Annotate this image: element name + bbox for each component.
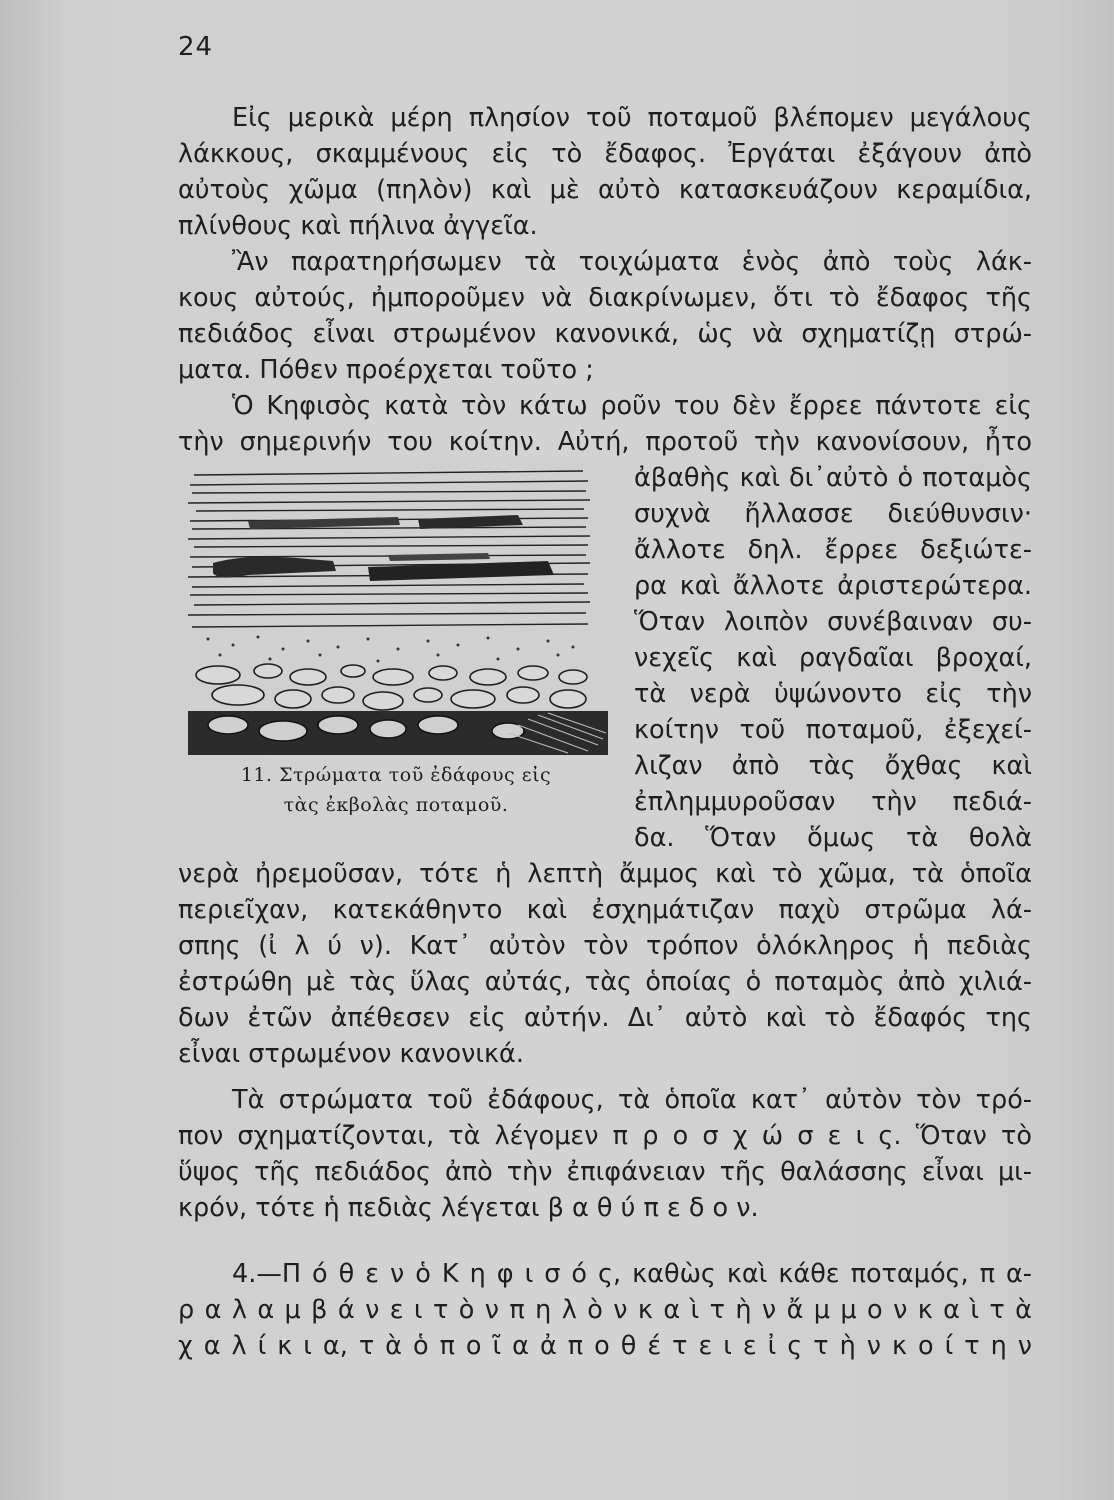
section-4-line-1: 4.—Π ό θ ε ν ὁ Κ η φ ι σ ό ς, καθὼς καὶ κάθε ποταμός, π α-	[232, 1259, 1032, 1289]
paragraph-3-rest-line-1: νερὰ ἠρεμοῦσαν, τότε ἡ λεπτὴ ἄμμος καὶ τὸ χῶμα, τὰ ὁποῖα	[178, 859, 1032, 889]
paragraph-1-line-1: Εἰς μερικὰ μέρη πλησίον τοῦ ποταμοῦ βλέπομεν μεγάλους	[232, 103, 1032, 133]
paragraph-3-side-line-4: ρα καὶ ἄλλοτε ἀριστερώτερα.	[634, 571, 1032, 601]
paragraph-3-rest-line-5: δων ἐτῶν ἀπέθεσεν εἰς αὐτήν. Δι᾿ αὐτὸ καὶ τὸ ἔδαφός της	[178, 1003, 1032, 1033]
paragraph-3-side-line-5: Ὅταν λοιπὸν συνέβαιναν συ-	[634, 607, 1032, 637]
paragraph-4-line-4: κρόν, τότε ἡ πεδιὰς λέγεται β α θ ύ π ε δ ο ν.	[178, 1193, 759, 1223]
section-4-line-3: χ α λ ί κ ι α, τ ὰ ὁ π ο ῖ α ἀ π ο θ έ τ ε ι ε ἰ ς τ ὴ ν κ ο ί τ η ν	[178, 1331, 1032, 1361]
paragraph-3-side-line-9: λιζαν ἀπὸ τὰς ὄχθας καὶ	[634, 751, 1032, 781]
figure-caption-line-1: 11. Στρώματα τοῦ ἐδάφους εἰς	[240, 764, 552, 786]
paragraph-3-line-2: τὴν σημερινήν του κοίτην. Αὐτή, προτοῦ τὴν κανονίσουν, ἦτο	[178, 427, 1032, 457]
paragraph-3-side-line-2: συχνὰ ἤλλασσε διεύθυνσιν·	[634, 499, 1032, 529]
paragraph-3-rest-line-6: εἶναι στρωμένον κανονικά.	[178, 1039, 524, 1069]
paragraph-4-line-3: ὕψος τῆς πεδιάδος ἀπὸ τὴν ἐπιφάνειαν τῆς θαλάσσης εἶναι μι-	[178, 1157, 1032, 1187]
paragraph-2-line-4: ματα. Πόθεν προέρχεται τοῦτο ;	[178, 355, 594, 385]
page-number: 24	[178, 32, 214, 62]
paragraph-3-side-line-8: κοίτην τοῦ ποταμοῦ, ἐξεχεί-	[634, 715, 1032, 745]
paragraph-4-line-1: Τὰ στρώματα τοῦ ἐδάφους, τὰ ὁποῖα κατ᾿ αὐτὸν τὸν τρό-	[232, 1085, 1032, 1115]
soil-strata-figure	[188, 463, 608, 755]
paragraph-3-side-line-3: ἄλλοτε δηλ. ἔρρεε δεξιώτε-	[634, 535, 1032, 565]
paragraph-3-side-line-7: τὰ νερὰ ὑψώνοντο εἰς τὴν	[634, 679, 1032, 709]
paragraph-3-rest-line-4: ἐστρώθη μὲ τὰς ὕλας αὐτάς, τὰς ὁποίας ὁ ποταμὸς ἀπὸ χιλιά-	[178, 967, 1032, 997]
paragraph-3-side-line-11: δα. Ὅταν ὅμως τὰ θολὰ	[634, 823, 1032, 853]
paragraph-1-line-2: λάκκους, σκαμμένους εἰς τὸ ἔδαφος. Ἐργάται ἐξάγουν ἀπὸ	[178, 139, 1032, 169]
paragraph-3-line-1: Ὁ Κηφισὸς κατὰ τὸν κάτω ροῦν του δὲν ἔρρεε πάντοτε εἰς	[232, 391, 1032, 421]
paragraph-3-side-line-6: νεχεῖς καὶ ραγδαῖαι βροχαί,	[634, 643, 1032, 673]
paragraph-2-line-2: κους αὐτούς, ἠμποροῦμεν νὰ διακρίνωμεν, ὅτι τὸ ἔδαφος τῆς	[178, 283, 1032, 313]
soil-strata-illustration	[188, 463, 608, 755]
section-4-line-2: ρ α λ α μ β ά ν ε ι τ ὸ ν π η λ ὸ ν κ α ὶ τ ὴ ν ἄ μ μ ο ν κ α ὶ τ ὰ	[178, 1295, 1032, 1325]
paragraph-3-rest-line-3: σπης (ἰ λ ύ ν). Κατ᾿ αὐτὸν τὸν τρόπον ὁλόκληρος ἡ πεδιὰς	[178, 931, 1032, 961]
figure-caption-line-2: τὰς ἐκβολὰς ποταμοῦ.	[283, 794, 509, 816]
paragraph-3-side-line-10: ἐπλημμυροῦσαν τὴν πεδιά-	[634, 787, 1032, 817]
paragraph-2-line-3: πεδιάδος εἶναι στρωμένον κανονικά, ὡς νὰ σχηματίζῃ στρώ-	[178, 319, 1032, 349]
paragraph-3-rest-line-2: περιεῖχαν, κατεκάθηντο καὶ ἐσχημάτιζαν παχὺ στρῶμα λά-	[178, 895, 1032, 925]
paragraph-2-line-1: Ἂν παρατηρήσωμεν τὰ τοιχώματα ἑνὸς ἀπὸ τοὺς λάκ-	[232, 247, 1032, 277]
paragraph-4-line-2: πον σχηματίζονται, τὰ λέγομεν π ρ ο σ χ ώ σ ε ι ς. Ὅταν τὸ	[178, 1121, 1032, 1151]
paragraph-1-line-4: πλίνθους καὶ πήλινα ἀγγεῖα.	[178, 211, 538, 241]
paragraph-3-side-line-1: ἀβαθὴς καὶ δι᾿αὐτὸ ὁ ποταμὸς	[634, 463, 1032, 493]
paragraph-1-line-3: αὐτοὺς χῶμα (πηλὸν) καὶ μὲ αὐτὸ κατασκευάζουν κεραμίδια,	[178, 175, 1032, 205]
